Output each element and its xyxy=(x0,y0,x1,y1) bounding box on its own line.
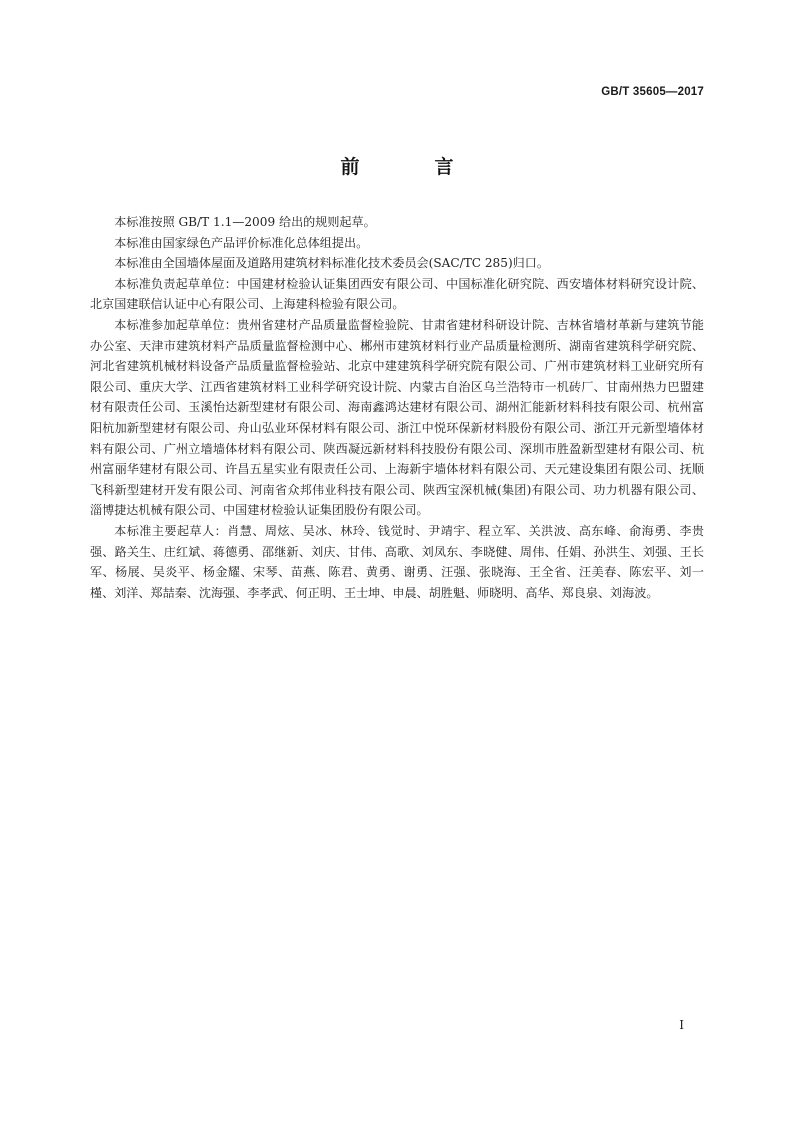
paragraph-participating-units: 本标准参加起草单位：贵州省建材产品质量监督检验院、甘肃省建材科研设计院、吉林省墙材革新与建筑节能办公室、天津市建筑材料产品质量监督检测中心、郴州市建筑材料行业产品质量检测所、湖南省建筑科学研究院、河北省建筑机械材料设备产品质量监督检验站、北京中建建筑科学研究院有限公司、广州市建筑材料工业研究所有限公司、重庆大学、江西省建筑材料工业科学研究设计院、内蒙古自治区乌兰浩特市一机砖厂、甘南州热力巴盟建材有限责任公司、玉溪怡达新型建材有限公司、海南鑫鸿达建材有限公司、湖州汇能新材料科技有限公司、杭州富阳杭加新型建材有限公司、舟山弘业环保材料有限公司、浙江中悦环保新材料股份有限公司、浙江开元新型墙体材料有限公司、广州立墙墙体材料有限公司、陕西凝远新材料科技股份有限公司、深圳市胜盈新型建材有限公司、杭州富丽华建材有限公司、许昌五星实业有限责任公司、上海新宇墙体材料有限公司、天元建设集团有限公司、抚顺飞科新型建材开发有限公司、河南省众邦伟业科技有限公司、陕西宝深机械(集团)有限公司、功力机器有限公司、淄博捷达机械有限公司、中国建材检验认证集团股份有限公司。 xyxy=(90,317,704,518)
paragraph-drafting-rules: 本标准按照 GB/T 1.1—2009 给出的规则起草。 xyxy=(114,215,376,229)
page-title: 前 言 xyxy=(340,156,482,178)
standard-code: GB/T 35605—2017 xyxy=(601,86,704,98)
foreword-body xyxy=(90,212,704,603)
paragraph-main-drafters: 本标准主要起草人：肖慧、周炫、吴冰、林玲、钱觉时、尹靖宇、程立军、关洪波、高东峰、俞海勇、李贵强、路关生、庄红斌、蒋德勇、邵继新、刘庆、甘伟、高歌、刘凤东、李晓健、周伟、任娟、孙洪生、刘强、王长军、杨展、吴炎平、杨金耀、宋琴、苗燕、陈君、黄勇、谢勇、汪强、张晓海、王全省、汪美春、陈宏平、刘一槿、刘洋、郑喆秦、沈海强、李孝武、何正明、王士坤、申晨、胡胜魁、师晓明、高华、郑良泉、刘海波。 xyxy=(90,523,704,600)
paragraph-responsible-units: 本标准负责起草单位：中国建材检验认证集团西安有限公司、中国标准化研究院、西安墙体材料研究设计院、北京国建联信认证中心有限公司、上海建科检验有限公司。 xyxy=(90,276,704,312)
page-number: I xyxy=(679,1018,684,1032)
paragraph-committee: 本标准由全国墙体屋面及道路用建筑材料标准化技术委员会(SAC/TC 285)归口。 xyxy=(114,256,549,271)
paragraph-proposer: 本标准由国家绿色产品评价标准化总体组提出。 xyxy=(114,235,369,250)
